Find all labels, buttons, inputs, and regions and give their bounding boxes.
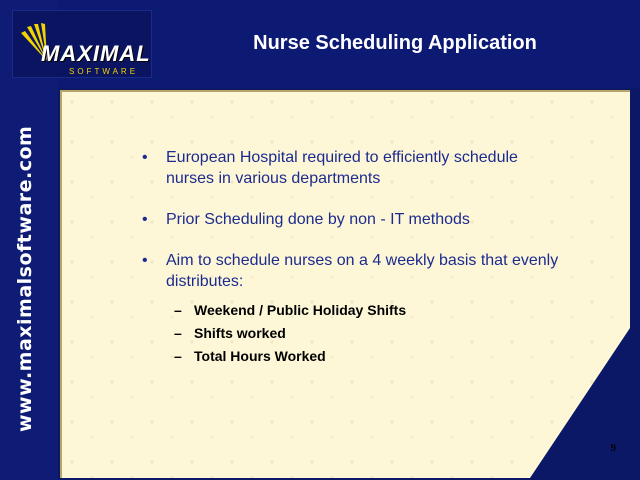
corner-triangle [530, 328, 630, 478]
sub-bullet-item [166, 345, 562, 368]
sub-bullet-marker: – [174, 325, 182, 341]
sub-bullet-marker: – [174, 348, 182, 364]
sub-bullet-text: Shifts worked [194, 325, 286, 341]
page-number: 9 [610, 442, 616, 454]
sub-bullet-list [166, 299, 562, 368]
bullet-text: Aim to schedule nurses on a 4 weekly basis that evenly distributes: [166, 252, 559, 290]
website-url: www.maximalsoftware.com [14, 125, 36, 432]
sub-bullet-marker: – [174, 302, 182, 318]
bullet-item [142, 147, 562, 189]
bullet-text: European Hospital required to efficiently schedule nurses in various departments [166, 149, 518, 187]
bullet-item [142, 250, 562, 368]
logo-wordmark: MAXIMAL [41, 41, 151, 66]
bullet-marker: • [142, 252, 148, 269]
sub-bullet-item [166, 299, 562, 322]
maximal-logo [12, 10, 152, 78]
bullet-text: Prior Scheduling done by non - IT methods [166, 211, 470, 228]
slide-title: Nurse Scheduling Application [253, 32, 537, 54]
sub-bullet-item [166, 322, 562, 345]
bullet-item [142, 209, 562, 230]
bullet-list [142, 147, 562, 388]
content-panel [60, 90, 630, 478]
bullet-marker: • [142, 149, 148, 166]
logo-subtext: SOFTWARE [69, 67, 139, 76]
sub-bullet-text: Weekend / Public Holiday Shifts [194, 302, 407, 318]
sub-bullet-text: Total Hours Worked [194, 348, 326, 364]
bullet-marker: • [142, 211, 148, 228]
